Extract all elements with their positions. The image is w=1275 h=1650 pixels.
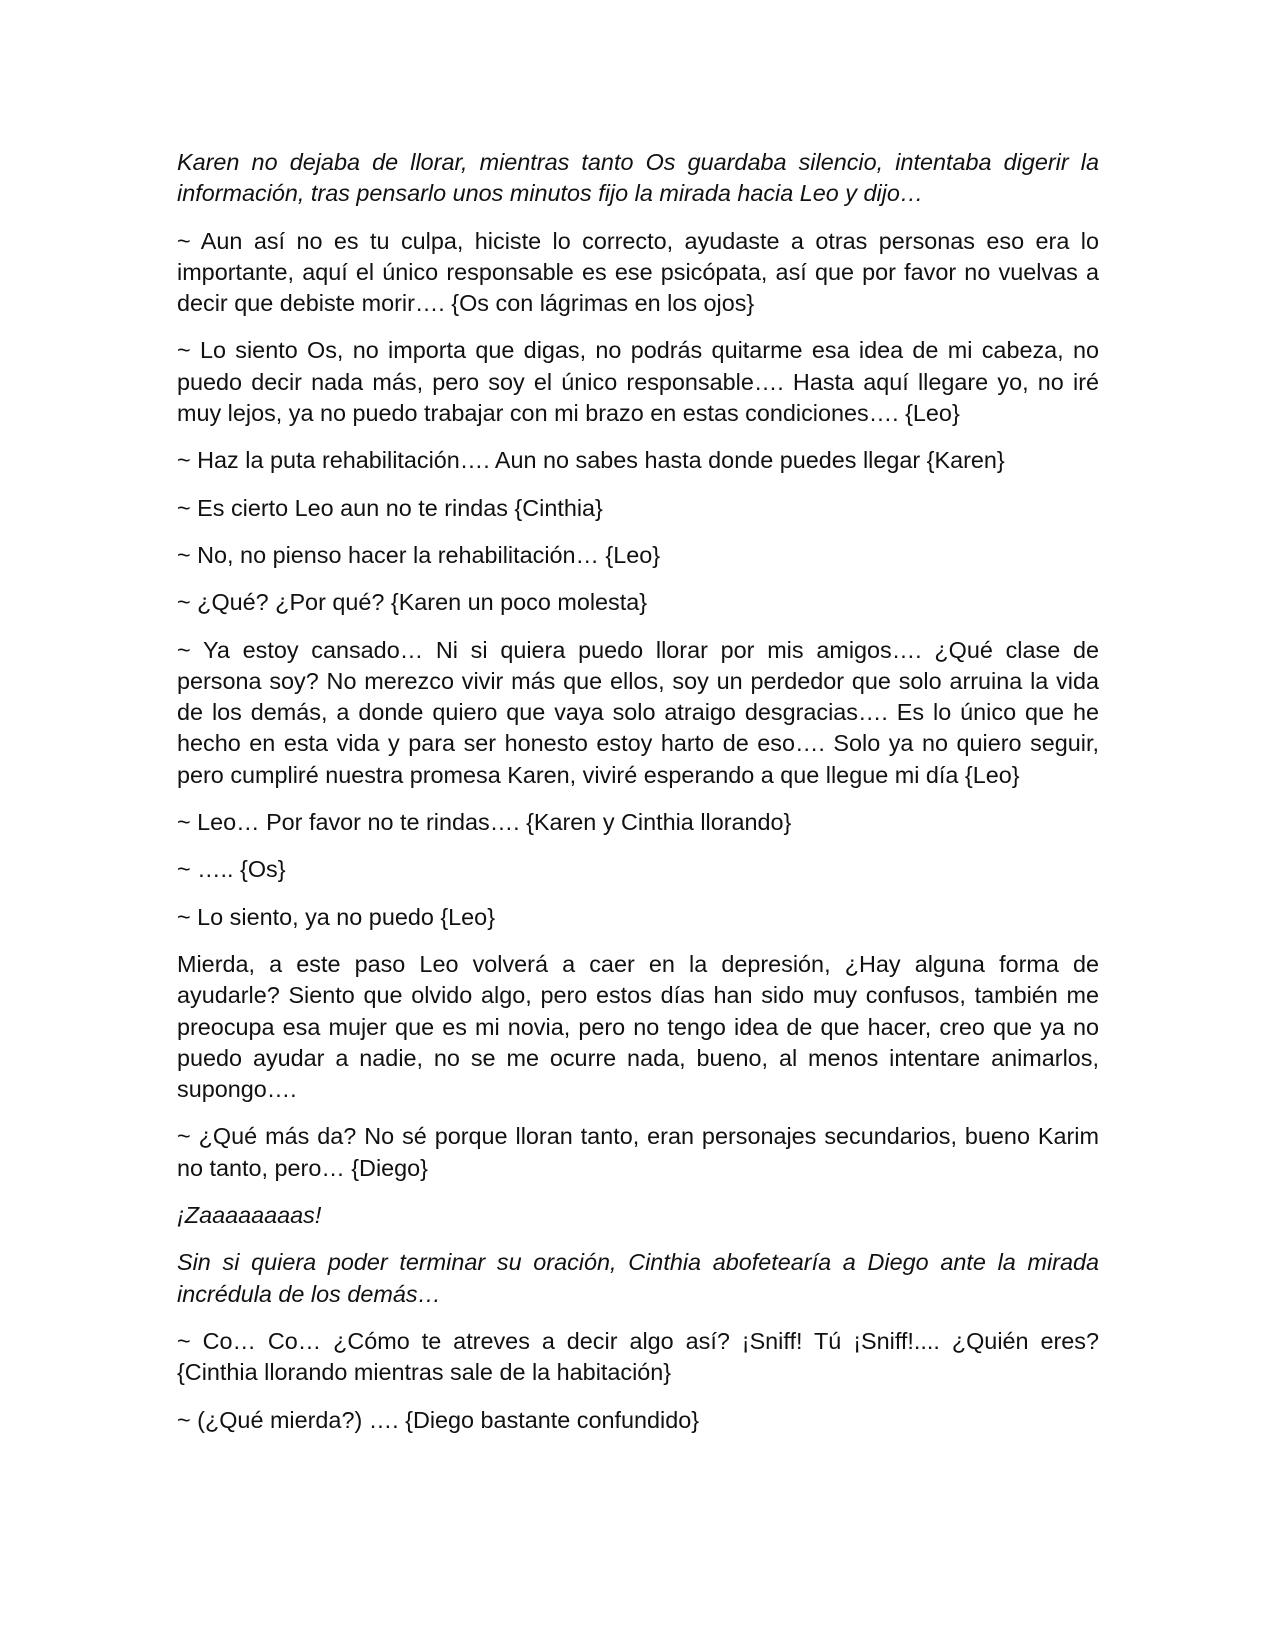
- dialogue-paragraph: ~ ¿Qué más da? No sé porque lloran tanto, eran personajes secundarios, bueno Karim no tanto, pero… {Diego}: [177, 1123, 1099, 1181]
- dialogue-paragraph: ~ Haz la puta rehabilitación…. Aun no sabes hasta donde puedes llegar {Karen}: [177, 447, 1005, 474]
- sound-effect-paragraph: ¡Zaaaaaaaas!: [177, 1202, 322, 1229]
- dialogue-paragraph: ~ No, no pienso hacer la rehabilitación… {Leo}: [177, 541, 661, 568]
- dialogue-paragraph: ~ ….. {Os}: [177, 856, 286, 883]
- dialogue-paragraph: ~ (¿Qué mierda?) …. {Diego bastante confundido}: [177, 1406, 700, 1433]
- dialogue-paragraph: ~ Aun así no es tu culpa, hiciste lo correcto, ayudaste a otras personas eso era lo importante, aquí el único responsable es ese psicópata, así que por favor no vuelvas a decir que debiste morir…. {Os con lágrimas en los ojos}: [177, 227, 1099, 317]
- dialogue-paragraph: ~ Es cierto Leo aun no te rindas {Cinthia}: [177, 494, 603, 521]
- narration-paragraph: Mierda, a este paso Leo volverá a caer en la depresión, ¿Hay alguna forma de ayudarle? Siento que olvido algo, pero estos días han sido muy confusos, también me preocupa esa mujer que es mi novia, pero no tengo idea de que hacer, creo que ya no puedo ayudar a nadie, no se me ocurre nada, bueno, al menos intentare animarlos, supongo….: [177, 950, 1099, 1103]
- narration-paragraph: Sin si quiera poder terminar su oración, Cinthia abofetearía a Diego ante la mirada incrédula de los demás…: [177, 1249, 1099, 1307]
- dialogue-paragraph: ~ Leo… Por favor no te rindas…. {Karen y Cinthia llorando}: [177, 809, 792, 836]
- dialogue-paragraph: ~ Lo siento Os, no importa que digas, no podrás quitarme esa idea de mi cabeza, no puedo decir nada más, pero soy el único responsable…. Hasta aquí llegare yo, no iré muy lejos, ya no puedo trabajar con mi brazo en estas condiciones…. {Leo}: [177, 337, 1099, 427]
- dialogue-paragraph: ~ ¿Qué? ¿Por qué? {Karen un poco molesta}: [177, 589, 648, 616]
- narration-paragraph: Karen no dejaba de llorar, mientras tanto Os guardaba silencio, intentaba digerir la información, tras pensarlo unos minutos fijo la mirada hacia Leo y dijo…: [177, 149, 1099, 207]
- document-body: [177, 147, 1099, 1452]
- dialogue-paragraph: ~ Lo siento, ya no puedo {Leo}: [177, 903, 496, 930]
- dialogue-paragraph: ~ Ya estoy cansado… Ni si quiera puedo llorar por mis amigos…. ¿Qué clase de persona soy? No merezco vivir más que ellos, soy un perdedor que solo arruina la vida de los demás, a donde quiero que vaya solo atraigo desgracias…. Es lo único que he hecho en esta vida y para ser honesto estoy harto de eso…. Solo ya no quiero seguir, pero cumpliré nuestra promesa Karen, viviré esperando a que llegue mi día {Leo}: [177, 636, 1099, 788]
- dialogue-paragraph: ~ Co… Co… ¿Cómo te atreves a decir algo así? ¡Sniff! Tú ¡Sniff!.... ¿Quién eres? {Cinthia llorando mientras sale de la habitación}: [177, 1327, 1099, 1386]
